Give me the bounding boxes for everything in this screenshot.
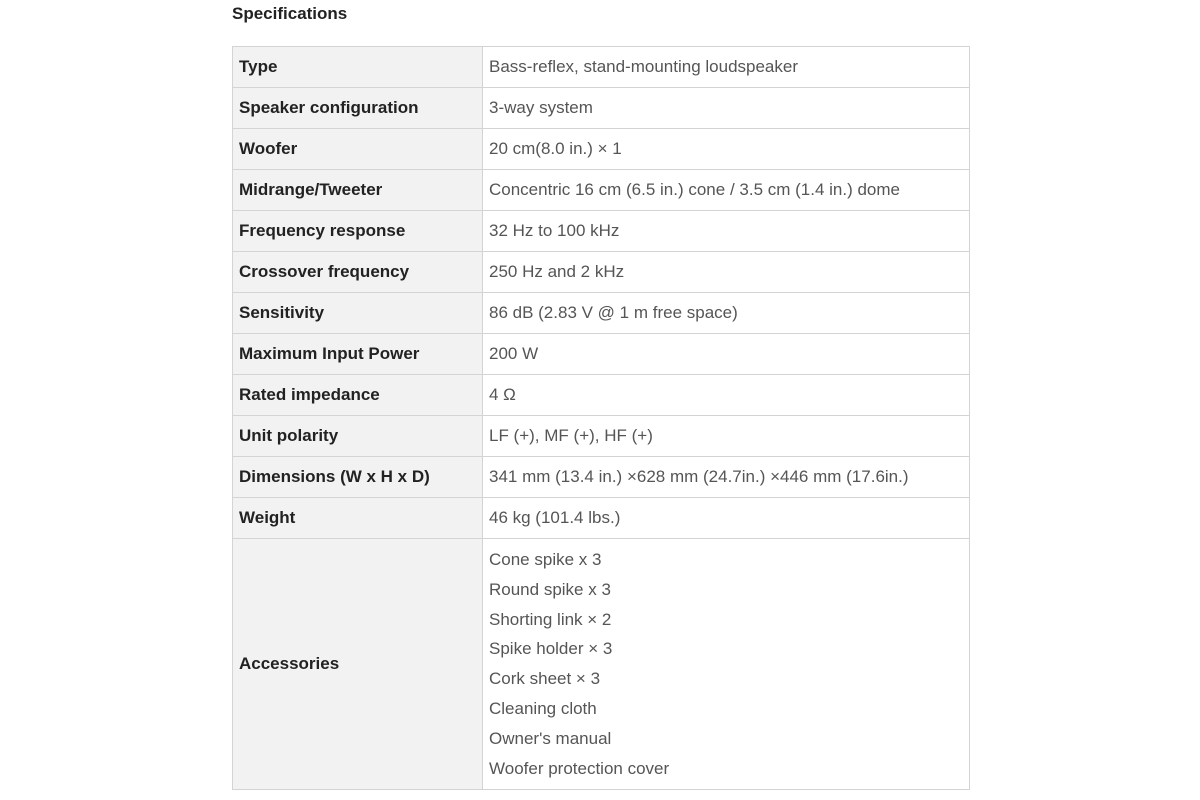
table-row (233, 129, 970, 170)
table-row (233, 416, 970, 457)
row-label-dimensions: Dimensions (W x H x D) (233, 457, 483, 498)
table-row (233, 88, 970, 129)
table-row (233, 47, 970, 88)
row-value-unit-polarity: LF (+), MF (+), HF (+) (483, 416, 970, 457)
row-label-unit-polarity: Unit polarity (233, 416, 483, 457)
row-value-crossover-frequency: 250 Hz and 2 kHz (483, 252, 970, 293)
row-value-rated-impedance: 4 Ω (483, 375, 970, 416)
row-value-frequency-response: 32 Hz to 100 kHz (483, 211, 970, 252)
table-row (233, 252, 970, 293)
accessory-item: Cone spike x 3 (489, 550, 602, 569)
row-label-crossover-frequency: Crossover frequency (233, 252, 483, 293)
accessories-list (483, 539, 970, 790)
accessory-item: Round spike x 3 (489, 579, 611, 599)
table-row (233, 498, 970, 539)
row-value-weight: 46 kg (101.4 lbs.) (483, 498, 970, 539)
row-value-midrange-tweeter: Concentric 16 cm (6.5 in.) cone / 3.5 cm (1.4 in.) dome (483, 170, 970, 211)
row-label-sensitivity: Sensitivity (233, 293, 483, 334)
row-value-speaker-configuration: 3-way system (483, 88, 970, 129)
accessory-item: Cork sheet × 3 (489, 669, 601, 689)
row-label-midrange-tweeter: Midrange/Tweeter (233, 170, 483, 211)
row-value-sensitivity: 86 dB (2.83 V @ 1 m free space) (483, 293, 970, 334)
row-label-type: Type (233, 47, 483, 88)
table-row (233, 375, 970, 416)
accessory-item: Shorting link × 2 (489, 609, 612, 629)
row-value-woofer: 20 cm(8.0 in.) × 1 (483, 129, 970, 170)
row-label-frequency-response: Frequency response (233, 211, 483, 252)
table-row (233, 170, 970, 211)
section-heading: Specifications (232, 4, 348, 23)
row-label-speaker-configuration: Speaker configuration (233, 88, 483, 129)
table-row (233, 293, 970, 334)
row-label-maximum-input-power: Maximum Input Power (233, 334, 483, 375)
row-label-weight: Weight (233, 498, 483, 539)
accessory-item: Owner's manual (489, 728, 612, 748)
row-value-dimensions: 341 mm (13.4 in.) ×628 mm (24.7in.) ×446 mm (17.6in.) (483, 457, 970, 498)
row-label-rated-impedance: Rated impedance (233, 375, 483, 416)
row-value-type: Bass-reflex, stand-mounting loudspeaker (483, 47, 970, 88)
table-row (233, 211, 970, 252)
row-label-woofer: Woofer (233, 129, 483, 170)
row-value-maximum-input-power: 200 W (483, 334, 970, 375)
table-row (233, 457, 970, 498)
table-row-accessories (233, 539, 970, 790)
table-row (233, 334, 970, 375)
row-label-accessories: Accessories (233, 539, 483, 790)
accessory-item: Spike holder × 3 (489, 639, 613, 659)
accessory-item: Woofer protection cover (489, 758, 670, 778)
accessory-item: Cleaning cloth (489, 698, 597, 718)
specifications-table (232, 46, 970, 790)
